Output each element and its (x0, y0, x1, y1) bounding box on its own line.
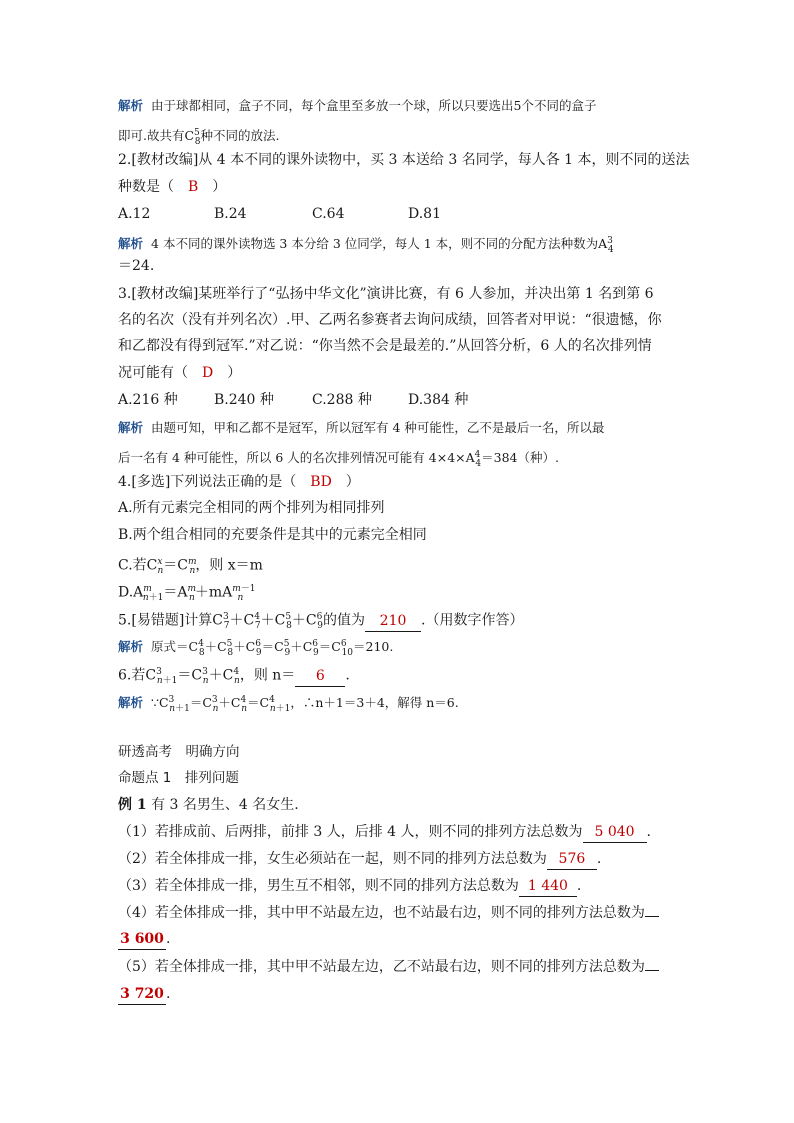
section-title: 研透高考 明确方向 (118, 744, 240, 760)
q1-solution-line2: 即可.故共有$C^5_8$种不同的放法. (118, 128, 280, 147)
q2-options (118, 204, 441, 224)
example-item-4-answer: 3 600 . (118, 929, 170, 950)
topic-heading: 命题点 1 排列问题 (118, 770, 239, 786)
q4-option-d: $D.A^m_{n+1}=A^m_n+mA^{m-1}_n$ (118, 584, 256, 604)
q2-option-c: C.64 (312, 206, 345, 222)
example-item-1: （1）若排成前、后两排，前排 3 人，后排 4 人，则不同的排列方法总数为 5 040 . (118, 822, 651, 843)
q6-stem: 6.若$C^3_{n+1}=C^3_n+C^4_n$，则 n＝ 6 . (118, 667, 350, 687)
example-item-5-answer: 3 720 . (118, 984, 170, 1005)
q4-answer: BD (310, 474, 332, 490)
solution-label: 解析 (118, 98, 144, 113)
q4-option-a: A.所有元素完全相同的两个排列为相同排列 (118, 500, 385, 516)
q2-option-a: A.12 (118, 206, 151, 222)
q4-stem: 4.[多选]下列说法正确的是（ BD ） (118, 474, 360, 490)
q2-solution-line2: ＝24. (118, 258, 155, 274)
answer-blank: 5 040 (583, 822, 647, 843)
q5-stem: 5.[易错题]计算$C^3_7+C^4_7+C^5_8+C^6_9$的值为 210 .（用数字作答） (118, 612, 524, 632)
q6-solution: 解析 $\because C^3_{n+1}=C^3_n+C^4_n=C^4_{n+1}$，∴n＋1＝3＋4，解得 n＝6. (118, 695, 459, 714)
q2-answer: B (188, 179, 199, 195)
q3-stem-line1: 3.[教材改编]某班举行了“弘扬中华文化”演讲比赛，有 6 人参加，并决出第 1 名到第 6 (118, 286, 654, 302)
q2-stem-line2: 种数是（ B ） (118, 179, 227, 195)
example-stem: 例 1 有 3 名男生、4 名女生. (118, 797, 299, 813)
q5-solution: 解析 原式$=C^4_8+C^5_8+C^6_9=C^5_9+C^6_9=C^6_{10}=210$. (118, 639, 394, 658)
example-item-5: （5）若全体排成一排，其中甲不站最左边，乙不站最右边，则不同的排列方法总数为 (118, 957, 659, 977)
q3-stem-line4: 况可能有（ D ） (118, 365, 242, 381)
q2-solution-line1: 解析 4 本不同的课外读物选 3 本分给 3 位同学，每人 1 本，则不同的分配方法种数为$A^3_4$ (118, 236, 614, 255)
example-item-2: （2）若全体排成一排，女生必须站在一起，则不同的排列方法总数为 576 . (118, 849, 601, 870)
q2-stem-line1: 2.[教材改编]从 4 本不同的课外读物中，买 3 本送给 3 名同学，每人各 1 本，则不同的送法 (118, 152, 690, 168)
answer-blank: 3 720 (118, 984, 166, 1005)
q5-answer: 210 (365, 611, 421, 632)
example-item-3: （3）若全体排成一排，男生互不相邻，则不同的排列方法总数为 1 440 . (118, 876, 581, 897)
q4-option-b: B.两个组合相同的充要条件是其中的元素完全相同 (118, 527, 427, 543)
q3-solution-line1: 解析 由题可知，甲和乙都不是冠军，所以冠军有 4 种可能性，乙不是最后一名，所以最 (118, 420, 605, 435)
q3-options: A.216 种 B.240 种 C.288 种 D.384 种 (118, 392, 469, 408)
answer-blank: 576 (547, 849, 597, 870)
answer-blank: 1 440 (519, 876, 577, 897)
q3-solution-line2: 后一名有 4 种可能性，所以 6 人的名次排列情况可能有 $4\times 4\times A^4_4=384$（种）. (118, 450, 559, 469)
q3-stem-line2: 名的名次（没有并列名次）.甲、乙两名参赛者去询问成绩，回答者对甲说：“很遗憾，你 (118, 312, 662, 328)
example-item-4: （4）若全体排成一排，其中甲不站最左边，也不站最右边，则不同的排列方法总数为 (118, 903, 659, 923)
q6-answer: 6 (295, 666, 345, 687)
q3-answer: D (202, 365, 214, 381)
q2-option-d: D.81 (408, 206, 441, 222)
q1-solution-line1: 解析 由于球都相同，盒子不同，每个盒里至多放一个球，所以只要选出5个不同的盒子 (118, 98, 597, 113)
q2-option-b: B.24 (214, 206, 247, 222)
answer-blank: 3 600 (118, 929, 166, 950)
example-label: 例 1 (118, 797, 147, 813)
q4-option-c: C.若$C^x_n=C^m_n$，则 x＝m (118, 557, 263, 577)
q3-stem-line3: 和乙都没有得到冠军.”对乙说：“你当然不会是最差的.”从回答分析，6 人的名次排列情 (118, 338, 652, 354)
